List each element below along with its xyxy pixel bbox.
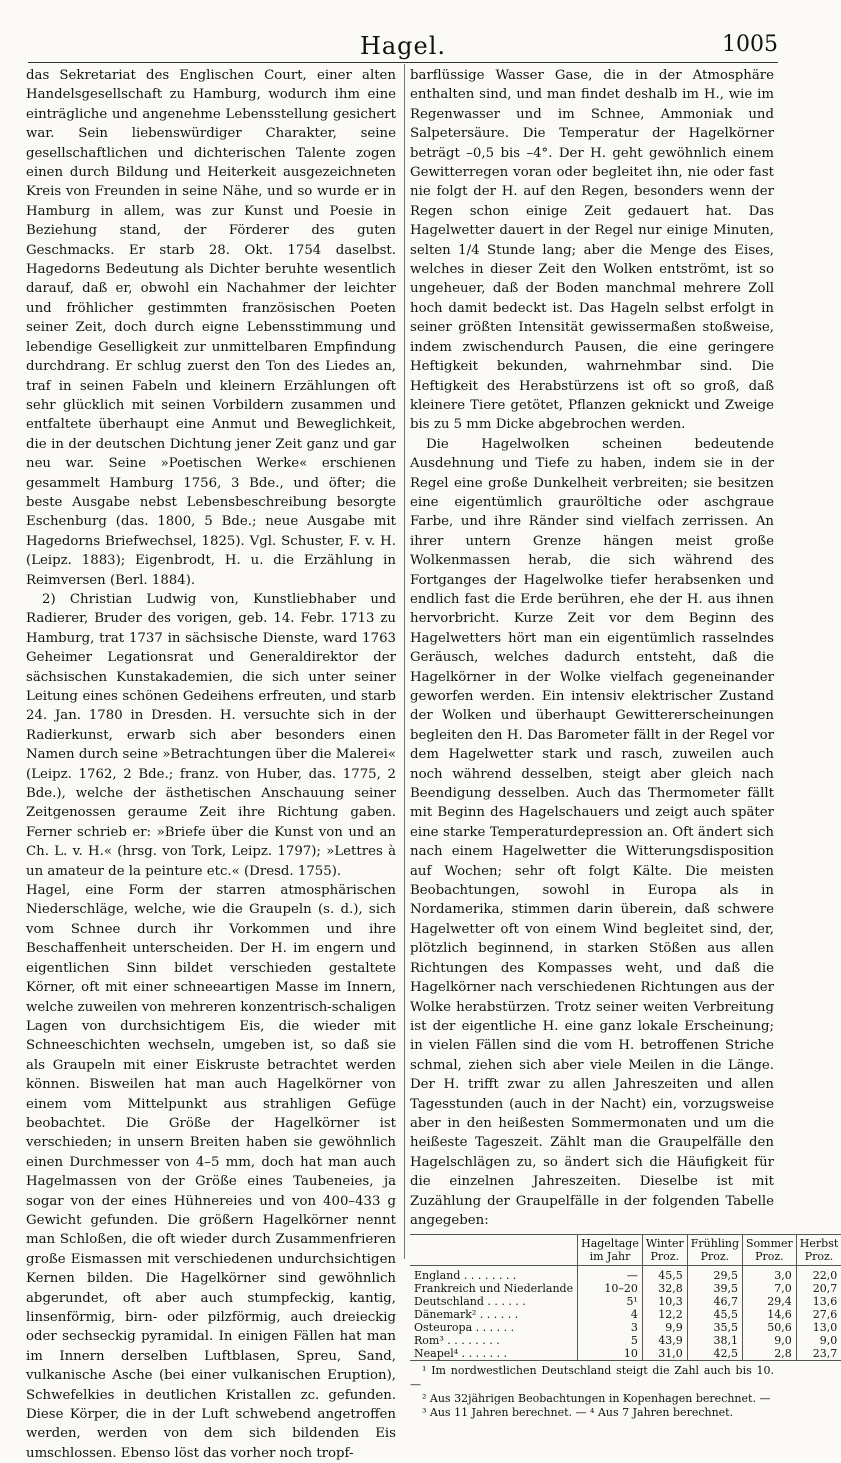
table-header: Hageltage im Jahr <box>578 1235 643 1266</box>
table-cell-value: 46,7 <box>687 1295 742 1308</box>
table-cell-value: 31,0 <box>642 1347 687 1361</box>
table-cell-region: Neapel⁴ . . . . . . . <box>414 1347 508 1361</box>
table-cell-value: 13,6 <box>796 1295 841 1308</box>
table-cell-value: 4 <box>578 1308 643 1321</box>
page-number: 1005 <box>722 32 778 57</box>
table-cell-value: 45,5 <box>642 1266 687 1283</box>
page-title: Hagel. <box>359 32 447 60</box>
table-cell-value: 42,5 <box>687 1347 742 1361</box>
table-header: Herbst Proz. <box>796 1235 841 1266</box>
table-cell-region: Dänemark² . . . . . . <box>414 1308 519 1322</box>
table-row <box>410 1334 841 1347</box>
page-header <box>28 10 778 60</box>
table-cell-value: 10–20 <box>578 1282 643 1295</box>
table-header <box>410 1235 578 1266</box>
table-cell-value: 27,6 <box>796 1308 841 1321</box>
table-row <box>410 1282 841 1295</box>
table-cell-region: Osteuropa . . . . . . <box>414 1321 515 1335</box>
table-cell-value: 39,5 <box>687 1282 742 1295</box>
table-cell-value: 9,0 <box>743 1334 797 1347</box>
table-cell-value: 29,5 <box>687 1266 742 1283</box>
table-row <box>410 1347 841 1361</box>
table-cell-region: Deutschland . . . . . . <box>414 1295 526 1309</box>
table-cell-value: 23,7 <box>796 1347 841 1361</box>
table-cell-value: — <box>578 1266 643 1283</box>
table-cell-region: Rom³ . . . . . . . . <box>414 1334 500 1348</box>
right-column <box>410 66 839 1420</box>
table-cell-value: 10 <box>578 1347 643 1361</box>
footnote: ³ Aus 11 Jahren berechnet. — ⁴ Aus 7 Jahren berechnet. <box>422 1406 734 1420</box>
paragraph-hagel-continued: barflüssige Wasser Gase, die in der Atmosphäre enthalten sind, und man findet deshalb im H., wie im Regenwasser und im Schnee, Ammoniak und Salpetersäure. Die Temperatur der Hagelkörner beträgt –0,5 bis –4°. Der H. geht gewöhnlich einem Gewitterregen voran oder begleitet ihn, nie oder fast nie folgt der H. auf den Regen, besonders wenn der Regen schon einige Zeit gedauert hat. Das Hagelwetter dauert in der Regel nur einige Minuten, selten 1/4 Stunde lang; aber die Menge des Eises, welches in dieser Zeit den Wolken entströmt, ist so ungeheuer, daß der Boden manchmal mehrere Zoll hoch damit bedeckt ist. Das Hageln selbst erfolgt in seiner größten Intensität gewissermaßen stoßweise, indem zwischendurch Pausen, die eine geringere Heftigkeit bekunden, wahrnehmbar sind. Die Heftigkeit des Herabstürzens ist oft so groß, daß kleinere Tiere getötet, Pflanzen geknickt und Zweige bis zu 5 mm Dicke abgebrochen werden. <box>410 68 774 433</box>
paragraph-hagelwolken: Die Hagelwolken scheinen bedeutende Ausdehnung und Tiefe zu haben, indem sie in der Regel eine große Dunkelheit verbreiten; sie besitzen eine eigentümlich grauröltiche oder aschgraue Farbe, und ihre Ränder sind vielfach zerrissen. An ihrer untern Grenze hängen meist große Wolkenmassen herab, die sich während des Fortganges der Hagelwolke tiefer herabsenken und endlich fast die Erde berühren, ehe der H. aus ihnen hervorbricht. Kurze Zeit vor dem Beginn des Hagelwetters hört man ein eigentümlich rasselndes Geräusch, welches dadurch entsteht, daß die Hagelkörner in der Wolke vielfach gegeneinander geworfen werden. Ein intensiv elektrischer Zustand der Wolken und überhaupt Gewittererscheinungen begleiten den H. Das Barometer fällt in der Regel vor dem Hagelwetter stark und rasch, zuweilen auch noch während desselben, steigt aber gleich nach Beendigung desselben. Auch das Thermometer fällt mit Beginn des Hagelschauers und zeigt auch später eine starke Temperaturdepression an. Oft ändert sich nach einem Hagelwetter die Witterungsdisposition auf Wochen; sehr oft folgt Kälte. Die meisten Beobachtungen, sowohl in Europa als in Nordamerika, stimmen darin überein, daß schwere Hagelwetter oft von einem Wind begleitet sind, der, plötzlich beginnend, in starken Stößen aus allen Richtungen des Kompasses weht, und daß die Hagelkörner nach verschiedenen Richtungen aus der Wolke herabstürzen. Trotz seiner weiten Verbreitung ist der eigentliche H. eine ganz lokale Erscheinung; in vielen Fällen sind die vom H. betroffenen Striche schmal, ziehen sich aber viele Meilen in die Länge. Der H. trifft zwar zu allen Jahreszeiten und allen Tagesstunden (auch in der Nacht) ein, vorzugsweise aber in den heißesten Sommermonaten und um die heißeste Tageszeit. Zählt man die Graupelfälle den Hagelschlägen zu, so ändert sich die Häufigkeit für die einzelnen Jahreszeiten. Dieselbe ist mit Zuzählung der Graupelfälle in der folgenden Tabelle angegeben: <box>410 436 774 1228</box>
footnote: ¹ Im nordwestlichen Deutschland steigt die Zahl auch bis 10. — <box>410 1364 774 1392</box>
table-cell-value: 43,9 <box>642 1334 687 1347</box>
table-cell-value: 14,6 <box>743 1308 797 1321</box>
table-cell-value: 32,8 <box>642 1282 687 1295</box>
table-row <box>410 1295 841 1308</box>
table-row <box>410 1308 841 1321</box>
table-cell-value: 29,4 <box>743 1295 797 1308</box>
table-cell-value: 22,0 <box>796 1266 841 1283</box>
left-column <box>26 66 396 1463</box>
paragraph-hagedorn-2: 2) Christian Ludwig von, Kunstliebhaber und Radierer, Bruder des vorigen, geb. 14. Febr. 1713 zu Hamburg, trat 1737 in sächsische Dienste, ward 1763 Geheimer Legationsrat und Generaldirektor der sächsischen Kunstakademien, die sich unter seiner Leitung eines schönen Gedeihens erfreuten, und starb 24. Jan. 1780 in Dresden. H. versuchte sich in der Radierkunst, erwarb sich aber besonders einen Namen durch seine »Betrachtungen über die Malerei« (Leipz. 1762, 2 Bde.; franz. von Huber, das. 1775, 2 Bde.), welche der ästhetischen Anschauung seiner Zeitgenossen geraume Zeit ihre Richtung gaben. Ferner schrieb er: »Briefe über die Kunst von und an Ch. L. v. H.« (hrsg. von Tork, Leipz. 1797); »Lettres à un amateur de la peinture etc.« (Dresd. 1755). <box>26 591 396 879</box>
header-rule <box>28 62 778 63</box>
table-cell-value: 10,3 <box>642 1295 687 1308</box>
table-cell-region: Frankreich und Niederlande <box>414 1282 574 1296</box>
table-cell-value: 50,6 <box>743 1321 797 1334</box>
table-header-row <box>410 1235 841 1266</box>
footnote: ² Aus 32jährigen Beobachtungen in Kopenhagen berechnet. — <box>422 1392 771 1406</box>
table-header: Sommer Proz. <box>743 1235 797 1266</box>
paragraph-hagedorn-1: das Sekretariat des Englischen Court, einer alten Handelsgesellschaft zu Hamburg, wodurch ihm eine einträgliche und angenehme Lebensstellung gesichert war. Sein liebenswürdiger Charakter, seine gesellschaftlichen und dichterischen Talente zogen einen durch Bildung und Heiterkeit ausgezeichneten Kreis von Freunden in seine Nähe, und so wurde er in Hamburg in allem, was zur Kunst und Poesie in Beziehung stand, der Förderer des guten Geschmacks. Er starb 28. Okt. 1754 daselbst. Hagedorns Bedeutung als Dichter beruhte wesentlich darauf, daß er, obwohl ein Nachahmer der leichter und fröhlicher gestimmten französischen Poeten seiner Zeit, doch durch eigne Lebensstimmung und lebendige Geselligkeit zur unmittelbaren Empfindung durchdrang. Er schlug zuerst den Ton des Liedes an, traf in seinen Fabeln und kleinern Erzählungen oft sehr glücklich mit seinen Vorbildern zusammen und entfaltete überhaupt eine Anmut und Beweglichkeit, die in der deutschen Dichtung jener Zeit ganz und gar neu war. Seine »Poetischen Werke« erschienen gesammelt Hamburg 1756, 3 Bde., und öfter; die beste Ausgabe nebst Lebensbeschreibung besorgte Eschenburg (das. 1800, 5 Bde.; neue Ausgabe mit Hagedorns Briefwechsel, 1825). Vgl. Schuster, F. v. H. (Leipz. 1883); Eigenbrodt, H. u. die Erzählung in Reimversen (Berl. 1884). <box>26 68 396 588</box>
table-cell-value: 13,0 <box>796 1321 841 1334</box>
paragraph-hagel-entry: Hagel, eine Form der starren atmosphärischen Niederschläge, welche, wie die Graupeln (s. d.), sich vom Schnee durch ihr Vorkommen und ihre Beschaffenheit unterscheiden. Der H. im engern und eigentlichen Sinn bildet verschieden gestaltete Körner, oft mit einer schneeartigen Masse im Innern, welche zuweilen von mehreren konzentrisch-schaligen Lagen von durchsichtigem Eis, die wieder mit Schneeschichten wechseln, umgeben ist, so daß sie als Graupeln mit einer Eiskruste betrachtet werden können. Bisweilen hat man auch Hagelkörner von einem vom Mittelpunkt aus strahligen Gefüge beobachtet. Die Größe der Hagelkörner ist verschieden; in unsern Breiten haben sie gewöhnlich einen Durchmesser von 4–5 mm, doch hat man auch Hagelmassen von der Größe eines Taubeneies, ja sogar von der eines Hühnereies und von 400–433 g Gewicht gefunden. Die größern Hagelkörner nennt man Schloßen, die oft wieder durch Zusammenfrieren große Eismassen mit verschiedenen undurchsichtigen Kernen bilden. Die Hagelkörner sind gewöhnlich abgerundet, oft aber auch stumpfeckig, kantig, linsenförmig, birn- oder pilzförmig, auch dreieckig oder sechseckig pyramidal. In einigen Fällen hat man im Innern derselben Luftblasen, Spreu, Sand, vulkanische Asche (bei einer vulkanischen Eruption), Schwefelkies in deutlichen Kristallen zc. gefunden. Diese Körper, die in der Luft schwebend angetroffen werden, werden von dem sich bildenden Eis umschlossen. Ebenso löst das vorher noch tropf- <box>26 883 396 1461</box>
table-cell-value: 9,0 <box>796 1334 841 1347</box>
table-cell-value: 5 <box>578 1334 643 1347</box>
table-header: Winter Proz. <box>642 1235 687 1266</box>
table-cell-value: 12,2 <box>642 1308 687 1321</box>
table-cell-value: 3,0 <box>743 1266 797 1283</box>
table-header: Frühling Proz. <box>687 1235 742 1266</box>
footnotes <box>410 1364 774 1420</box>
table-cell-value: 2,8 <box>743 1347 797 1361</box>
table-cell-value: 9,9 <box>642 1321 687 1334</box>
table-cell-value: 3 <box>578 1321 643 1334</box>
table-cell-region: England . . . . . . . . <box>414 1269 517 1283</box>
column-divider <box>404 64 405 1259</box>
table-row <box>410 1266 841 1283</box>
table-cell-value: 38,1 <box>687 1334 742 1347</box>
hail-season-table <box>410 1234 841 1361</box>
table-cell-value: 20,7 <box>796 1282 841 1295</box>
table-cell-value: 5¹ <box>578 1295 643 1308</box>
table-cell-value: 45,5 <box>687 1308 742 1321</box>
table-row <box>410 1321 841 1334</box>
table-cell-value: 35,5 <box>687 1321 742 1334</box>
table-cell-value: 7,0 <box>743 1282 797 1295</box>
